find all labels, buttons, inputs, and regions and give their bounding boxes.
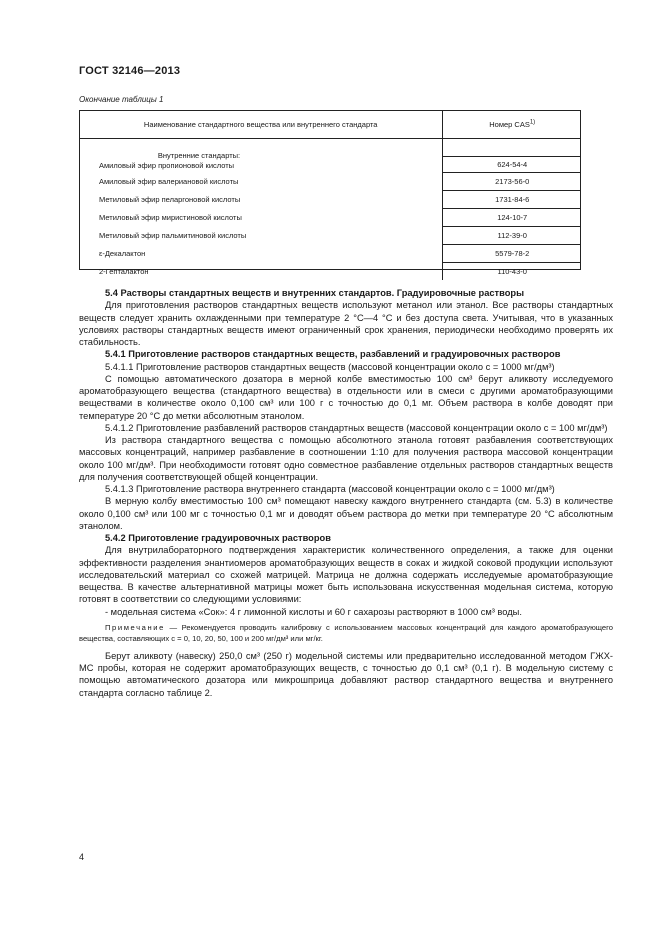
substance-name: Метиловый эфир пальмитиновой кислоты	[99, 231, 247, 240]
cas-number: 5579-78-2	[443, 245, 581, 263]
table-row	[79, 209, 581, 227]
note	[79, 622, 613, 644]
table-row	[79, 227, 581, 245]
subsection-heading: 5.4.1.2 Приготовление разбавлений растворов стандартных веществ (массовой концентрации около с = 100 мг/дм³)	[105, 422, 608, 433]
substance-name: Метиловый эфир пеларгоновой кислоты	[99, 195, 241, 204]
cas-number: 110-43-0	[443, 263, 581, 281]
group-label: Внутренние стандарты:	[157, 150, 241, 160]
paragraph: С помощью автоматического дозатора в мерной колбе вместимостью 100 см³ берут аликвоту исследуемого ароматобразующего вещества (стандартного вещества) в отдельности или в смеси с другими ароматобразующими веществами в количестве около 0,100 см³ или 100 г с точностью до 0,1 мг. Объем раствора в колбе доводят при температуре 20 °С до метки абсолютным этанолом.	[79, 373, 613, 421]
table-caption: Окончание таблицы 1	[79, 95, 164, 104]
substance-name: Амиловый эфир валериановой кислоты	[99, 177, 239, 186]
note-label: Примечание	[105, 622, 165, 632]
table-row	[79, 245, 581, 263]
substance-name: 2-Гепталактон	[99, 266, 149, 276]
subsection-heading: 5.4.1.1 Приготовление растворов стандартных веществ (массовой концентрации около с = 1000 мг/дм³)	[105, 361, 555, 372]
paragraph: Для приготовления растворов стандартных веществ используют метанол или этанол. Все растворы стандартных веществ следует хранить охлажденными при температуре 2 °С—4 °С и без доступа света. Учитывая, что в указанных условиях растворы стандартных веществ имеют ограниченный срок хранения, периодически необходимо проверять их стабильность.	[79, 300, 613, 347]
paragraph: Для внутрилабораторного подтверждения характеристик количественного определения, а также для оценки эффективности разделения энантиомеров ароматобразующих веществ в соках и жидкой соковой продукции используют исследовательский материал со схожей матрицей. Матрица не должна содержать исследуемые ароматобразующие вещества. В качестве альтернативной матрицы может быть использована искусственная модельная система, которую готовят в соответствии со следующими условиями:	[79, 545, 613, 605]
substance-name: Метиловый эфир миристиновой кислоты	[99, 213, 242, 222]
table-header-row	[79, 110, 581, 139]
document-body	[79, 287, 613, 699]
page-number: 4	[79, 852, 85, 862]
cas-number: 1731-84-6	[443, 191, 581, 209]
substance-name: ε-Декалактон	[99, 249, 146, 258]
table-row	[79, 263, 581, 281]
col-header-cas: Номер CAS$^{1)}$	[443, 110, 581, 139]
paragraph: Из раствора стандартного вещества с помощью абсолютного этанола готовят разбавления соответствующих массовых концентраций, например разбавление в соотношении 1:10 для получения раствора массовой концентрации около 100 мг/дм³. При необходимости готовят одно совместное разбавление отдельных растворов стандартных веществ для получения соответствующей общей концентрации.	[79, 435, 613, 482]
col-header-name: Наименование стандартного вещества или внутреннего стандарта	[79, 110, 443, 139]
section-heading: 5.4.2 Приготовление градуировочных растворов	[105, 533, 331, 543]
cas-table	[79, 110, 581, 280]
table-row	[79, 173, 581, 191]
cas-number: 124-10-7	[443, 209, 581, 227]
note-text: — Рекомендуется проводить калибровку с использованием массовых концентраций для каждого ароматобразующего вещества, составляющих с = 0, 10, 20, 50, 100 и 200 мг/дм³ или мг/кг.	[79, 622, 613, 643]
section-heading: 5.4.1 Приготовление растворов стандартных веществ, разбавлений и градуировочных растворов	[105, 349, 561, 360]
list-item: - модельная система «Сок»: 4 г лимонной кислоты и 60 г сахарозы растворяют в 1000 см³ воды.	[105, 606, 522, 617]
table-row	[79, 139, 581, 173]
table-row	[79, 191, 581, 209]
cas-number: 112-39-0	[443, 227, 581, 245]
document-header: ГОСТ 32146—2013	[79, 65, 181, 77]
substance-name: Амиловый эфир пропионовой кислоты	[99, 160, 235, 170]
section-heading: 5.4 Растворы стандартных веществ и внутренних стандартов. Градуировочные растворы	[105, 288, 525, 298]
cas-number: 2173-56-0	[443, 173, 581, 191]
paragraph: Берут аликвоту (навеску) 250,0 см³ (250 г) модельной системы или предварительно исследованной методом ГЖХ-МС пробы, которая не содержит ароматобразующих веществ, с точностью до 0,1 см³ (0,1 г). В модельную систему с помощью автоматического дозатора или микрошприца добавляют раствор стандартного вещества и внутреннего стандарта согласно таблице 2.	[79, 650, 613, 698]
cas-number: 624-54-4	[443, 156, 581, 169]
subsection-heading: 5.4.1.3 Приготовление раствора внутреннего стандарта (массовой концентрации около с = 1000 мг/дм³)	[105, 484, 555, 494]
paragraph: В мерную колбу вместимостью 100 см³ помещают навеску каждого внутреннего стандарта (см. 5.3) в количестве около 0,100 см³ или 100 мг с точностью 0,1 мг и доводят объем раствора до метки при температуре 20 °С абсолютным этанолом.	[79, 496, 613, 531]
